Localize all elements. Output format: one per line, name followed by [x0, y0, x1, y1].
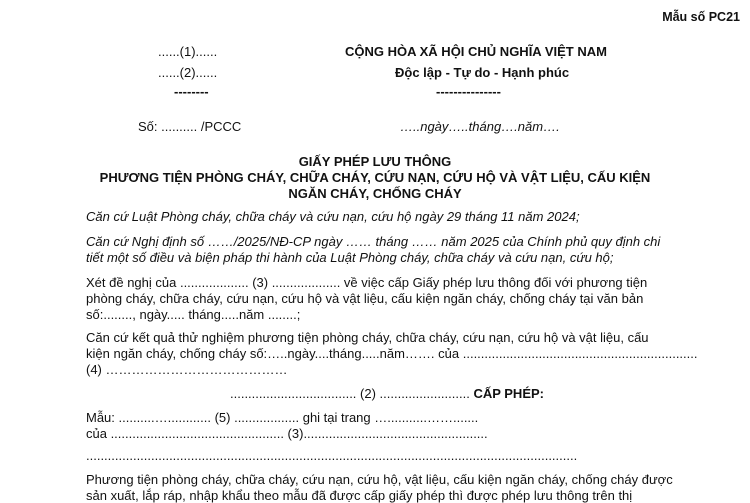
agency-line-1: ......(1)......	[158, 44, 218, 59]
document-title-line-2: PHƯƠNG TIỆN PHÒNG CHÁY, CHỮA CHÁY, CỨU NẠN, CỨU HỘ VÀ VẬT LIỆU, CẤU KIỆN	[99, 170, 651, 185]
proposal-line-1: Xét đề nghị của ................... (3) ................... về việc cấp Giấy phép lưu thông đối với phương tiện	[86, 275, 648, 290]
closing-line-1: Phương tiện phòng cháy, chữa cháy, cứu nạn, cứu hộ, vật liệu, cấu kiện ngăn cháy, chống cháy được	[86, 472, 673, 487]
test-result-line-2: kiện ngăn cháy, chống cháy số:…..ngày....tháng.....năm……. của .................................................................	[86, 346, 698, 361]
law-basis: Căn cứ Luật Phòng cháy, chữa cháy và cứu nạn, cứu hộ ngày 29 tháng 11 năm 2024;	[86, 209, 580, 224]
grant-line	[230, 386, 544, 401]
grant-label: CẤP PHÉP:	[473, 386, 544, 401]
closing-line-2: sản xuất, lắp ráp, nhập khẩu theo mẫu đã được cấp giấy phép thì được phép lưu thông trên thị	[86, 488, 633, 503]
decree-basis-line-1: Căn cứ Nghị định số ……/2025/NĐ-CP ngày …… tháng …… năm 2025 của Chính phủ quy định chi	[86, 234, 661, 249]
grant-issuer: ................................... (2) .........................	[230, 386, 474, 401]
decree-basis-line-2: tiết một số điều và biện pháp thi hành của Luật Phòng cháy, chữa cháy và cứu nạn, cứu hộ;	[86, 250, 614, 265]
sample-line-1: Mẫu: ..........…............ (5) .................. ghi tại trang …...........…….......	[86, 410, 479, 425]
issue-date: …..ngày…..tháng….năm….	[400, 119, 560, 134]
agency-dashes: --------	[174, 84, 209, 99]
national-motto: Độc lập - Tự do - Hạnh phúc	[395, 65, 570, 80]
agency-line-2: ......(2)......	[158, 65, 218, 80]
sample-line-2: của ................................................ (3)...................................................	[86, 426, 488, 441]
document-title-line-3: NGĂN CHÁY, CHỐNG CHÁY	[288, 186, 462, 201]
document-title: GIẤY PHÉP LƯU THÔNG	[298, 154, 452, 169]
document-number: Số: .......... /PCCC	[138, 119, 242, 134]
test-result-line-3: (4) ……………………………………	[86, 362, 288, 377]
proposal-line-2: phòng cháy, chữa cháy, cứu nạn, cứu hộ và vật liệu, cấu kiện ngăn cháy, chống cháy tại văn bản	[86, 291, 644, 306]
test-result-line-1: Căn cứ kết quả thử nghiệm phương tiện phòng cháy, chữa cháy, cứu nạn, cứu hộ và vật liệu, cấu	[86, 330, 649, 345]
nation-name: CỘNG HÒA XÃ HỘI CHỦ NGHĨA VIỆT NAM	[345, 44, 607, 59]
proposal-line-3: số:........, ngày..... tháng.....năm ........;	[86, 307, 301, 322]
motto-dashes: ---------------	[436, 84, 501, 99]
form-code: Mẫu số PC21	[662, 10, 740, 24]
dotted-divider: ........................................................................................................................................	[86, 448, 578, 463]
